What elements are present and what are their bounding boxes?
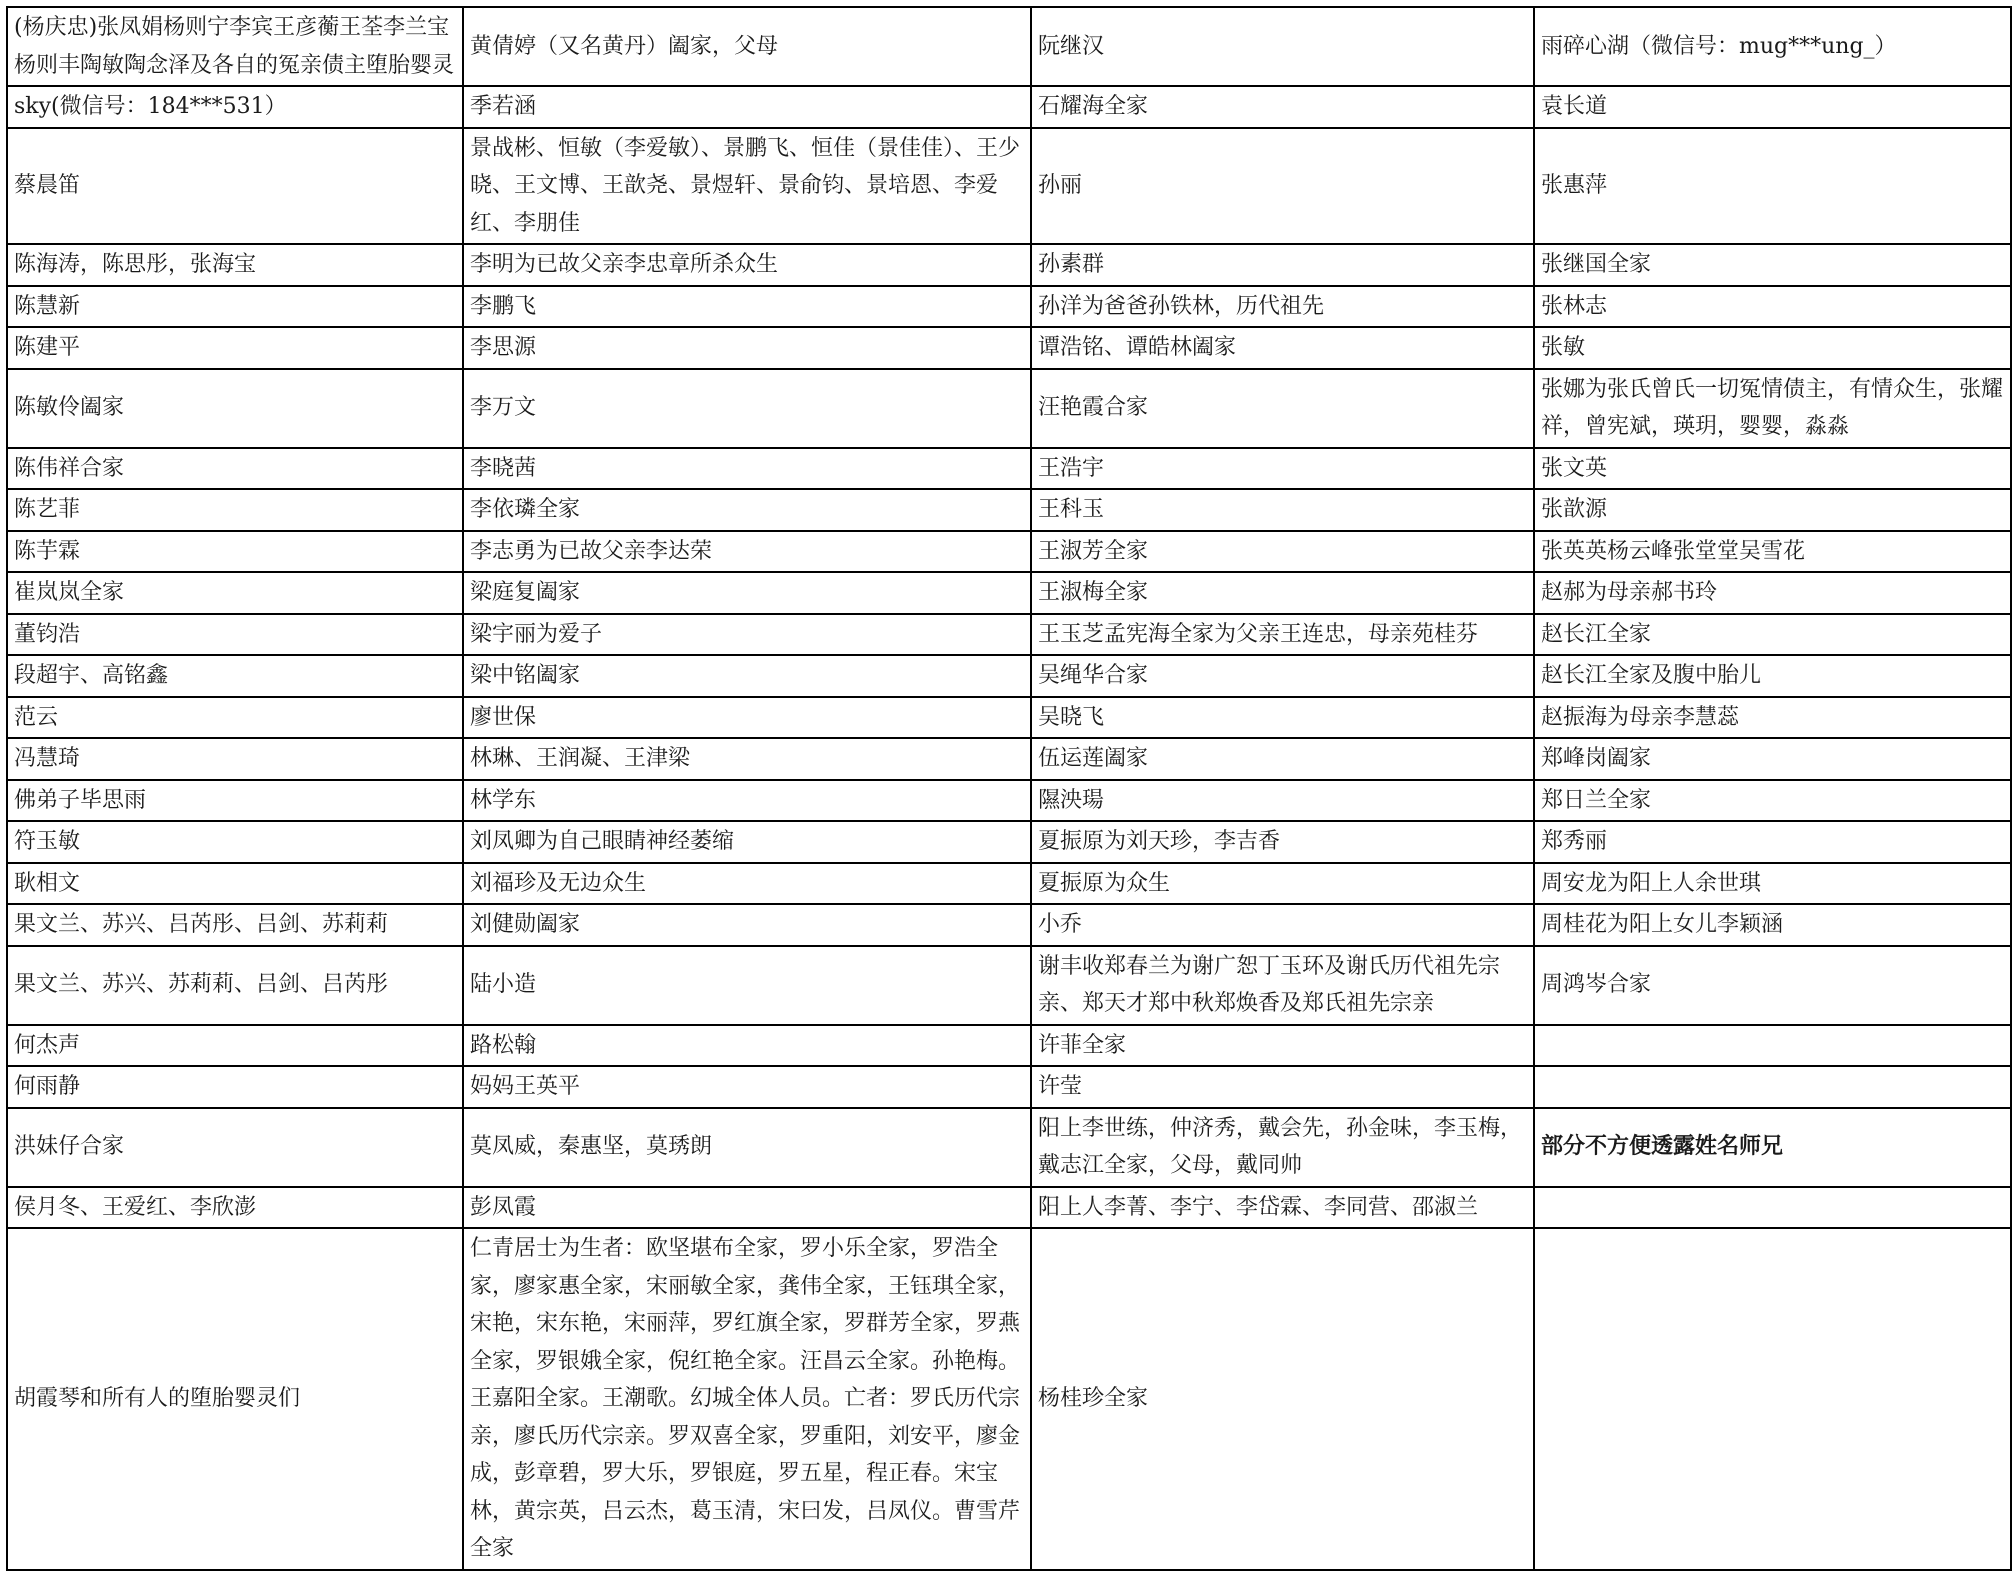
table-cell: 郑峰岗阖家 [1534, 738, 2011, 780]
table-cell: 何雨静 [7, 1066, 463, 1108]
table-row [7, 614, 2011, 656]
table-cell: 李晓茜 [463, 448, 1031, 490]
table-cell: 郑秀丽 [1534, 821, 2011, 863]
table-cell: 果文兰、苏兴、苏莉莉、吕剑、吕芮彤 [7, 946, 463, 1025]
table-cell: 夏振原为刘天珍，李吉香 [1031, 821, 1534, 863]
table-cell: 路松翰 [463, 1025, 1031, 1067]
table-row [7, 448, 2011, 490]
table-cell: 季若涵 [463, 86, 1031, 128]
table-row [7, 1187, 2011, 1229]
table-row [7, 821, 2011, 863]
table-cell: 汪艳霞合家 [1031, 369, 1534, 448]
table-cell: 符玉敏 [7, 821, 463, 863]
table-cell: 林琳、王润凝、王津梁 [463, 738, 1031, 780]
table-cell: 李思源 [463, 327, 1031, 369]
table-cell: 谢丰收郑春兰为谢广恕丁玉环及谢氏历代祖先宗亲、郑天才郑中秋郑焕香及郑氏祖先宗亲 [1031, 946, 1534, 1025]
table-cell: 张林志 [1534, 286, 2011, 328]
table-cell: 张歆源 [1534, 489, 2011, 531]
table-row [7, 286, 2011, 328]
table-cell: 王科玉 [1031, 489, 1534, 531]
table-cell: 梁庭复阖家 [463, 572, 1031, 614]
table-cell: 陈芋霖 [7, 531, 463, 573]
table-cell: 孙丽 [1031, 128, 1534, 245]
table-cell: 刘健勋阖家 [463, 904, 1031, 946]
table-cell: 杨桂珍全家 [1031, 1228, 1534, 1570]
table-cell: 廖世保 [463, 697, 1031, 739]
table-row [7, 531, 2011, 573]
table-cell: 李明为已故父亲李忠章所杀众生 [463, 244, 1031, 286]
table-cell: 梁宇丽为爱子 [463, 614, 1031, 656]
table-cell: 吴绳华合家 [1031, 655, 1534, 697]
table-row [7, 738, 2011, 780]
table-cell: 张敏 [1534, 327, 2011, 369]
table-cell: 陈建平 [7, 327, 463, 369]
table-row [7, 327, 2011, 369]
table-row [7, 7, 2011, 86]
table-row [7, 655, 2011, 697]
table-cell: 蔡晨笛 [7, 128, 463, 245]
table-cell: 胡霞琴和所有人的堕胎婴灵们 [7, 1228, 463, 1570]
table-cell: 张英英杨云峰张堂堂吴雪花 [1534, 531, 2011, 573]
table-cell [1534, 1228, 2011, 1570]
table-cell: 陈海涛，陈思彤，张海宝 [7, 244, 463, 286]
table-cell: 夏振原为众生 [1031, 863, 1534, 905]
table-cell: 许菲全家 [1031, 1025, 1534, 1067]
table-row [7, 863, 2011, 905]
table-row [7, 1108, 2011, 1187]
table-cell: 李志勇为已故父亲李达荣 [463, 531, 1031, 573]
table-cell: 陈伟祥合家 [7, 448, 463, 490]
table-row [7, 946, 2011, 1025]
table-cell [1534, 1187, 2011, 1229]
table-cell: 王淑芳全家 [1031, 531, 1534, 573]
table-cell: 妈妈王英平 [463, 1066, 1031, 1108]
table-cell: 孙洋为爸爸孙铁林，历代祖先 [1031, 286, 1534, 328]
table-cell: 段超宇、高铭鑫 [7, 655, 463, 697]
table-cell: 阮继汉 [1031, 7, 1534, 86]
table-cell: 崔岚岚全家 [7, 572, 463, 614]
table-row [7, 697, 2011, 739]
table-cell: sky(微信号：184***531） [7, 86, 463, 128]
table-cell: 黄倩婷（又名黄丹）阖家，父母 [463, 7, 1031, 86]
table-cell: 李鹏飞 [463, 286, 1031, 328]
table-cell: 果文兰、苏兴、吕芮彤、吕剑、苏莉莉 [7, 904, 463, 946]
table-cell: 小乔 [1031, 904, 1534, 946]
table-row [7, 86, 2011, 128]
table-cell: 阳上人李菁、李宁、李岱霖、李同营、邵淑兰 [1031, 1187, 1534, 1229]
table-cell: 周鸿岑合家 [1534, 946, 2011, 1025]
table-cell: 孙素群 [1031, 244, 1534, 286]
table-row [7, 489, 2011, 531]
table-cell: 赵振海为母亲李慧蕊 [1534, 697, 2011, 739]
table-cell: 梁中铭阖家 [463, 655, 1031, 697]
table-cell: 范云 [7, 697, 463, 739]
table-row [7, 1228, 2011, 1570]
table-cell: 袁长道 [1534, 86, 2011, 128]
table-cell: 刘凤卿为自己眼睛神经萎缩 [463, 821, 1031, 863]
table-row [7, 1066, 2011, 1108]
table-cell: 刘福珍及无边众生 [463, 863, 1031, 905]
table-cell: 陈艺菲 [7, 489, 463, 531]
table-row [7, 128, 2011, 245]
table-cell: 王玉芝孟宪海全家为父亲王连忠，母亲苑桂芬 [1031, 614, 1534, 656]
table-cell: 雨碎心湖（微信号：mug***ung_） [1534, 7, 2011, 86]
table-cell: 李依璘全家 [463, 489, 1031, 531]
table-cell: 仁青居士为生者：欧坚堪布全家，罗小乐全家，罗浩全家，廖家惠全家，宋丽敏全家，龚伟全家，王钰琪全家，宋艳，宋东艳，宋丽萍，罗红旗全家，罗群芳全家，罗燕全家，罗银娥全家，倪红艳全家。汪昌云全家。孙艳梅。王嘉阳全家。王潮歌。幻城全体人员。亡者：罗氏历代宗亲，廖氏历代宗亲。罗双喜全家，罗重阳，刘安平，廖金成，彭章碧，罗大乐，罗银庭，罗五星，程正春。宋宝林，黄宗英，吕云杰，葛玉清，宋曰发，吕凤仪。曹雪芹全家 [463, 1228, 1031, 1570]
table-row [7, 1025, 2011, 1067]
table-cell: 隰泱瑒 [1031, 780, 1534, 822]
table-cell: 张文英 [1534, 448, 2011, 490]
table-cell: 张惠萍 [1534, 128, 2011, 245]
table-cell: 赵长江全家及腹中胎儿 [1534, 655, 2011, 697]
table-cell: 陈敏伶阖家 [7, 369, 463, 448]
table-cell: 周桂花为阳上女儿李颖涵 [1534, 904, 2011, 946]
table-row [7, 244, 2011, 286]
table-body [7, 7, 2011, 1570]
table-cell [1534, 1025, 2011, 1067]
table-cell: 吴晓飞 [1031, 697, 1534, 739]
table-cell: 陈慧新 [7, 286, 463, 328]
table-cell: 佛弟子毕思雨 [7, 780, 463, 822]
table-cell: 张娜为张氏曾氏一切冤情债主，有情众生，张耀祥，曾宪斌，瑛玥，婴婴，淼淼 [1534, 369, 2011, 448]
table-cell: 李万文 [463, 369, 1031, 448]
table-cell: 莫凤威，秦惠坚，莫琇朗 [463, 1108, 1031, 1187]
table-cell: 侯月冬、王爱红、李欣澎 [7, 1187, 463, 1229]
table-cell: 何杰声 [7, 1025, 463, 1067]
table-cell: 赵长江全家 [1534, 614, 2011, 656]
table-cell: 郑日兰全家 [1534, 780, 2011, 822]
table-row [7, 572, 2011, 614]
table-cell: 张继国全家 [1534, 244, 2011, 286]
table-cell: 部分不方便透露姓名师兄 [1534, 1108, 2011, 1187]
table-row [7, 780, 2011, 822]
table-cell: 董钧浩 [7, 614, 463, 656]
table-cell: 陆小造 [463, 946, 1031, 1025]
table-cell: 伍运莲阖家 [1031, 738, 1534, 780]
table-cell: 洪妹仔合家 [7, 1108, 463, 1187]
table-cell: (杨庆忠)张凤娟杨则宁李宾王彦蘅王荃李兰宝杨则丰陶敏陶念泽及各自的冤亲债主堕胎婴灵 [7, 7, 463, 86]
table-cell: 谭浩铭、谭皓林阖家 [1031, 327, 1534, 369]
table-cell: 景战彬、恒敏（李爱敏）、景鹏飞、恒佳（景佳佳）、王少晓、王文博、王歆尧、景煜轩、景俞钧、景培恩、李爱红、李朋佳 [463, 128, 1031, 245]
table-cell: 石耀海全家 [1031, 86, 1534, 128]
table-cell: 冯慧琦 [7, 738, 463, 780]
table-cell [1534, 1066, 2011, 1108]
table-cell: 彭凤霞 [463, 1187, 1031, 1229]
table-cell: 周安龙为阳上人余世琪 [1534, 863, 2011, 905]
name-list-table [6, 6, 2012, 1571]
table-cell: 许莹 [1031, 1066, 1534, 1108]
table-cell: 阳上李世练，仲济秀，戴会先，孙金味，李玉梅，戴志江全家，父母，戴同帅 [1031, 1108, 1534, 1187]
table-cell: 林学东 [463, 780, 1031, 822]
table-cell: 耿相文 [7, 863, 463, 905]
table-cell: 赵郝为母亲郝书玲 [1534, 572, 2011, 614]
table-cell: 王浩宇 [1031, 448, 1534, 490]
table-row [7, 369, 2011, 448]
table-row [7, 904, 2011, 946]
table-cell: 王淑梅全家 [1031, 572, 1534, 614]
